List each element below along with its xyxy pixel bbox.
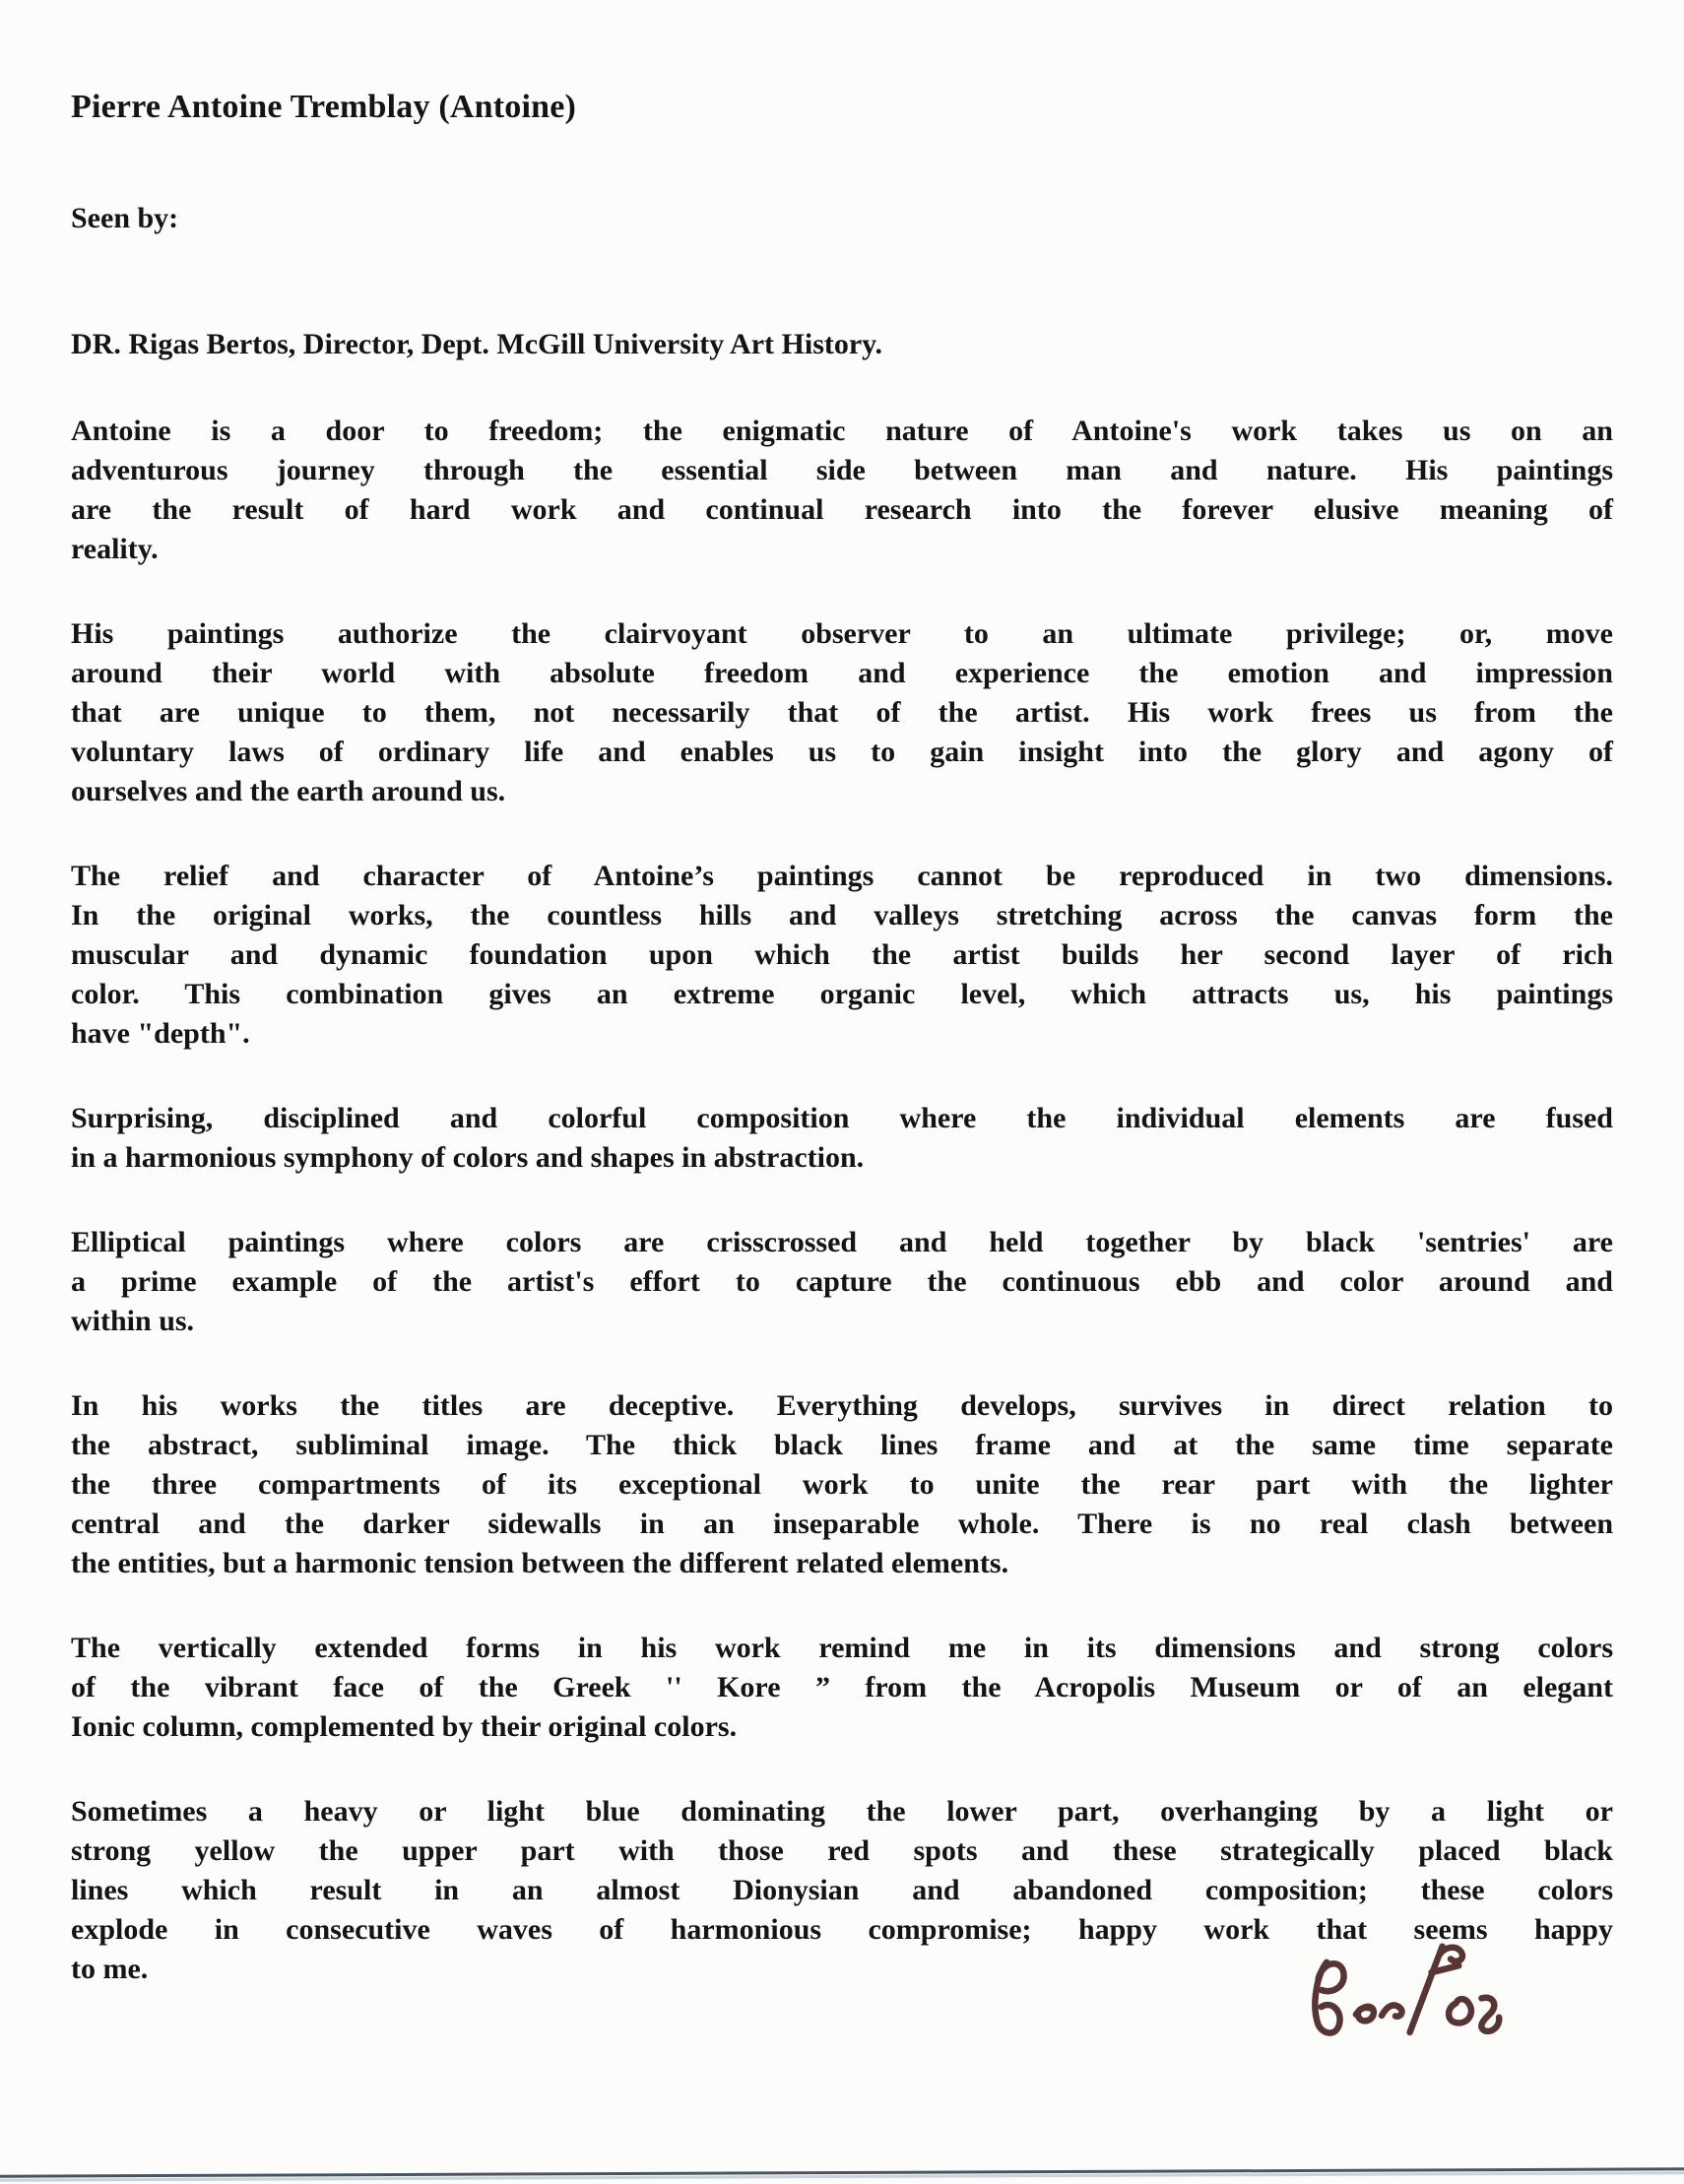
text-line: a prime example of the artist's effort to capture the continuous ebb and color around and: [71, 1265, 1613, 1298]
text-line: muscular and dynamic foundation upon which the artist builds her second layer of rich: [71, 938, 1613, 971]
paragraph: [71, 1099, 1613, 1178]
text-line: In the original works, the countless hills and valleys stretching across the canvas form the: [71, 899, 1613, 931]
signature-stroke: [1356, 2007, 1375, 2022]
paragraph: [71, 1629, 1613, 1747]
text-line: the abstract, subliminal image. The thick black lines frame and at the same time separate: [71, 1429, 1613, 1461]
signature-stroke: [1382, 2005, 1402, 2017]
reviewer-line: DR. Rigas Bertos, Director, Dept. McGill University Art History.: [71, 328, 883, 360]
text-line: Sometimes a heavy or light blue dominating the lower part, overhanging by a light or: [71, 1795, 1613, 1828]
signature-stroke: [1449, 1999, 1472, 2023]
text-line: to me.: [71, 1953, 149, 1985]
signature-stroke: [1407, 1947, 1446, 2032]
text-line: have "depth".: [71, 1017, 250, 1050]
text-line: color. This combination gives an extreme organic level, which attracts us, his paintings: [71, 978, 1613, 1010]
signature-stroke: [1440, 1947, 1463, 1961]
text-line: strong yellow the upper part with those red spots and these strategically placed black: [71, 1834, 1613, 1867]
paragraph: [71, 614, 1613, 811]
text-line: lines which result in an almost Dionysian and abandoned composition; these colors: [71, 1874, 1613, 1906]
text-line: His paintings authorize the clairvoyant observer to an ultimate privilege; or, move: [71, 617, 1613, 650]
paragraph: [71, 1223, 1613, 1341]
text-line: reality.: [71, 533, 159, 565]
text-line: Elliptical paintings where colors are crisscrossed and held together by black 'sentries' are: [71, 1226, 1613, 1258]
text-line: Ionic column, complemented by their original colors.: [71, 1710, 738, 1743]
paragraph: [71, 412, 1613, 569]
signature-stroke: [1318, 1963, 1344, 1992]
paragraph: [71, 857, 1613, 1054]
paragraph: [71, 1386, 1613, 1583]
body-paragraphs: [71, 412, 1613, 1989]
signature-stroke: [1480, 1997, 1499, 2031]
text-line: The relief and character of Antoine’s paintings cannot be reproduced in two dimensions.: [71, 860, 1613, 892]
text-line: are the result of hard work and continual research into the forever elusive meaning of: [71, 493, 1613, 526]
text-line: Surprising, disciplined and colorful composition where the individual elements are fused: [71, 1102, 1613, 1134]
text-line: In his works the titles are deceptive. Everything develops, survives in direct relation to: [71, 1389, 1613, 1422]
text-line: of the vibrant face of the Greek '' Kore ” from the Acropolis Museum or of an elegant: [71, 1671, 1613, 1703]
text-line: central and the darker sidewalls in an inseparable whole. There is no real clash between: [71, 1508, 1613, 1540]
text-line: the entities, but a harmonic tension between the different related elements.: [71, 1547, 1009, 1579]
text-line: within us.: [71, 1305, 195, 1337]
text-line: The vertically extended forms in his work remind me in its dimensions and strong colors: [71, 1632, 1613, 1664]
seen-by-label: Seen by:: [71, 202, 179, 234]
text-line: around their world with absolute freedom and experience the emotion and impression: [71, 657, 1613, 689]
text-line: adventurous journey through the essential side between man and nature. His paintings: [71, 454, 1613, 486]
text-line: the three compartments of its exceptional work to unite the rear part with the lighter: [71, 1468, 1613, 1501]
signature: [1290, 1914, 1527, 2060]
text-line: Antoine is a door to freedom; the enigmatic nature of Antoine's work takes us on an: [71, 415, 1613, 447]
page-title: Pierre Antoine Tremblay (Antoine): [71, 89, 577, 125]
text-line: voluntary laws of ordinary life and enables us to gain insight into the glory and agony of: [71, 736, 1613, 768]
text-line: explode in consecutive waves of harmonious compromise; happy work that seems happy: [71, 1913, 1613, 1946]
text-line: that are unique to them, not necessarily that of the artist. His work frees us from the: [71, 696, 1613, 729]
text-line: ourselves and the earth around us.: [71, 775, 506, 807]
text-line: in a harmonious symphony of colors and shapes in abstraction.: [71, 1141, 865, 1174]
